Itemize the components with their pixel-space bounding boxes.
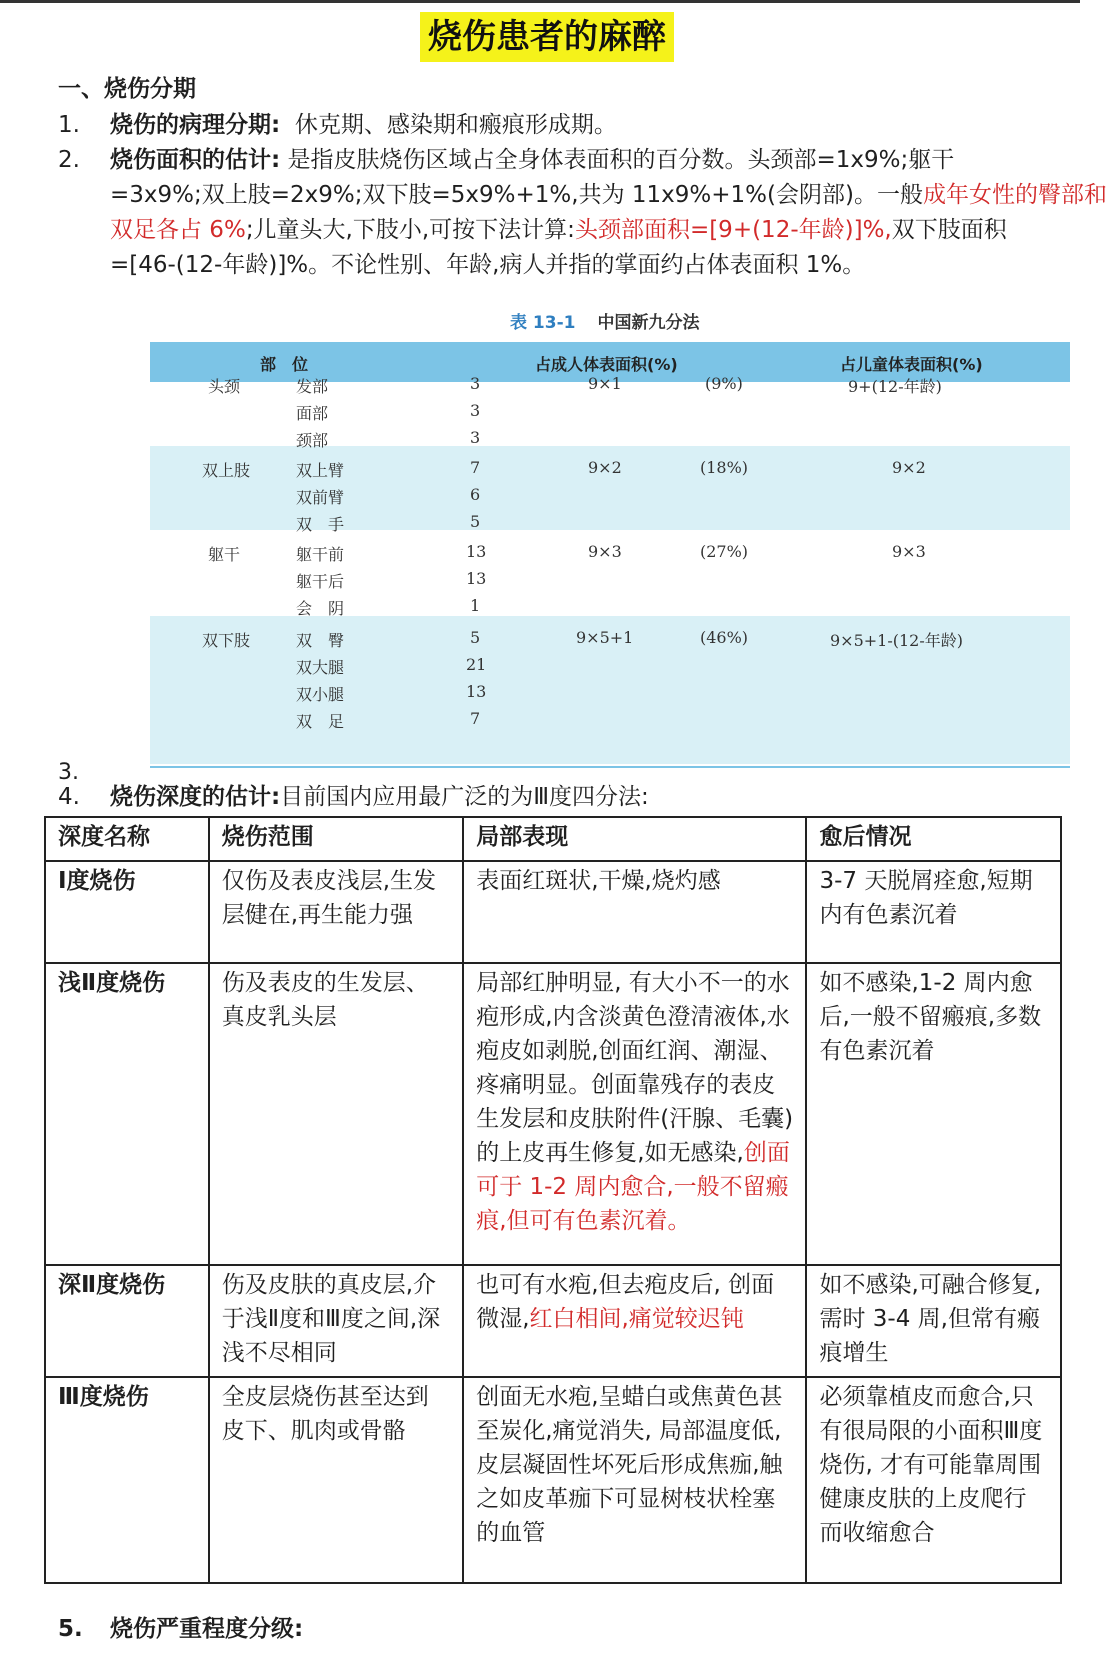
part-value: 1 xyxy=(470,596,481,615)
item-label: 烧伤深度的估计: xyxy=(110,784,281,810)
part-name: 双 臀 xyxy=(296,631,345,650)
section-heading: 一、烧伤分期 xyxy=(58,76,196,102)
prognosis: 如不感染,1-2 周内愈后,一般不留瘢痕,多数有色素沉着 xyxy=(806,963,1061,1265)
adult-formula: 9×2 xyxy=(588,458,622,477)
region-name: 双上肢 xyxy=(202,461,251,480)
item-label: 烧伤面积的估计: xyxy=(110,147,281,173)
adult-percent: (9%) xyxy=(705,374,743,393)
table-caption xyxy=(510,308,699,333)
part-value: 3 xyxy=(470,401,481,420)
nine-rule-table xyxy=(150,342,1070,768)
part-name: 发部 xyxy=(296,377,329,396)
prognosis: 必须靠植皮而愈合,只有很局限的小面积Ⅲ度烧伤, 才有可能靠周围健康皮肤的上皮爬行而收缩愈合 xyxy=(806,1377,1061,1583)
depth-name: Ⅲ度烧伤 xyxy=(45,1377,209,1583)
part-value: 5 xyxy=(470,512,481,531)
table-row xyxy=(45,1377,1061,1583)
page-title: 烧伤患者的麻醉 xyxy=(420,12,674,62)
burn-range: 仅伤及表皮浅层,生发层健在,再生能力强 xyxy=(209,861,464,963)
part-value: 13 xyxy=(466,682,487,701)
top-border xyxy=(0,0,1080,3)
part-name: 双小腿 xyxy=(296,685,345,704)
header-adult: 占成人体表面积(%) xyxy=(535,355,678,374)
burn-range: 伤及表皮的生发层、真皮乳头层 xyxy=(209,963,464,1265)
part-name: 躯干前 xyxy=(296,545,345,564)
item-4 xyxy=(58,780,649,814)
item-text: =3x9%;双上肢=2x9%;双下肢=5x9%+1%,共为 11x9%+1%(会阴部)。一般 xyxy=(110,182,923,208)
region-name: 双下肢 xyxy=(202,631,251,650)
part-name: 颈部 xyxy=(296,431,329,450)
item-text: 是指皮肤烧伤区域占全身体表面积的百分数。头颈部=1x9%;躯干 xyxy=(287,147,955,173)
header-cell: 深度名称 xyxy=(45,817,209,861)
adult-percent: (46%) xyxy=(700,628,749,647)
child-formula: 9×3 xyxy=(892,542,926,561)
adult-formula: 9×5+1 xyxy=(576,628,634,647)
table-header-row xyxy=(45,817,1061,861)
part-name: 面部 xyxy=(296,404,329,423)
header-region: 部 位 xyxy=(260,355,309,374)
table-row xyxy=(45,963,1061,1265)
table-caption-title: 中国新九分法 xyxy=(597,313,700,333)
part-value: 3 xyxy=(470,374,481,393)
adult-formula: 9×3 xyxy=(588,542,622,561)
part-name: 会 阴 xyxy=(296,599,345,618)
local-text-highlight: 创面可于 1-2 周内愈合,一般不留瘢痕,但可有色素沉着。 xyxy=(476,1140,790,1234)
local-signs xyxy=(463,861,806,963)
item-label: 烧伤的病理分期: xyxy=(110,112,281,138)
depth-name: 浅Ⅱ度烧伤 xyxy=(45,963,209,1265)
adult-formula: 9×1 xyxy=(588,374,622,393)
part-value: 7 xyxy=(470,458,481,477)
item-2-line-3 xyxy=(110,213,1007,247)
item-5 xyxy=(58,1612,303,1646)
local-text: 局部红肿明显, 有大小不一的水疱形成,内含淡黄色澄清液体,水疱皮如剥脱,创面红润、潮湿、疼痛明显。创面靠残存的表皮生发层和皮肤附件(汗腺、毛囊)的上皮再生修复,如无感染, xyxy=(476,970,794,1166)
local-text-highlight: 红白相间,痛觉较迟钝 xyxy=(529,1306,744,1332)
item-text: 双下肢面积 xyxy=(891,217,1007,243)
local-text: 表面红斑状,干燥,烧灼感 xyxy=(476,868,721,894)
local-text: 创面无水疱,呈蜡白或焦黄色甚至炭化,痛觉消失, 局部温度低,皮层凝固性坏死后形成焦痂,触之如皮革痂下可显树枝状栓塞的血管 xyxy=(476,1384,783,1546)
item-number: 1. xyxy=(58,112,80,138)
item-number: 4. xyxy=(58,784,80,810)
item-2-line-1 xyxy=(58,143,954,177)
item-text: 休克期、感染期和瘢痕形成期。 xyxy=(294,112,617,138)
prognosis: 3-7 天脱屑痊愈,短期内有色素沉着 xyxy=(806,861,1061,963)
header-cell: 愈后情况 xyxy=(806,817,1061,861)
table-caption-number: 表 13-1 xyxy=(510,313,576,333)
item-text: 目前国内应用最广泛的为Ⅲ度四分法: xyxy=(280,784,649,810)
part-name: 双大腿 xyxy=(296,658,345,677)
part-value: 21 xyxy=(466,655,487,674)
part-value: 3 xyxy=(470,428,481,447)
local-text: 也可有水疱,但去疱皮后, 创面微湿, xyxy=(476,1272,775,1332)
item-number: 5. xyxy=(58,1616,83,1642)
part-name: 双 足 xyxy=(296,712,345,731)
highlight-text: 头颈部面积=[9+(12-年龄)]%, xyxy=(574,217,892,243)
part-value: 5 xyxy=(470,628,481,647)
table-row xyxy=(45,1265,1061,1377)
table-row xyxy=(45,861,1061,963)
child-formula: 9+(12-年龄) xyxy=(848,377,942,396)
adult-percent: (18%) xyxy=(700,458,749,477)
header-child: 占儿童体表面积(%) xyxy=(840,355,983,374)
adult-percent: (27%) xyxy=(700,542,749,561)
item-number: 2. xyxy=(58,147,80,173)
child-formula: 9×5+1-(12-年龄) xyxy=(830,631,964,650)
part-value: 6 xyxy=(470,485,481,504)
item-2-line-4: =[46-(12-年龄)]%。不论性别、年龄,病人并指的掌面约占体表面积 1%。 xyxy=(110,252,866,278)
region-name: 头颈 xyxy=(208,377,241,396)
burn-depth-table xyxy=(44,816,1062,1584)
part-value: 7 xyxy=(470,709,481,728)
item-2-line-2 xyxy=(110,178,1107,212)
burn-range: 伤及皮肤的真皮层,介于浅Ⅱ度和Ⅲ度之间,深浅不尽相同 xyxy=(209,1265,464,1377)
local-signs xyxy=(463,963,806,1265)
depth-name: Ⅰ度烧伤 xyxy=(45,861,209,963)
part-value: 13 xyxy=(466,569,487,588)
item-text: ;儿童头大,下肢小,可按下法计算: xyxy=(245,217,575,243)
item-label: 烧伤严重程度分级: xyxy=(110,1616,304,1642)
local-signs xyxy=(463,1377,806,1583)
highlight-text: 成年女性的臀部和 xyxy=(922,182,1107,208)
local-signs xyxy=(463,1265,806,1377)
prognosis: 如不感染,可融合修复,需时 3-4 周,但常有瘢痕增生 xyxy=(806,1265,1061,1377)
header-cell: 烧伤范围 xyxy=(209,817,464,861)
burn-range: 全皮层烧伤甚至达到皮下、肌肉或骨骼 xyxy=(209,1377,464,1583)
part-name: 双前臂 xyxy=(296,488,345,507)
part-name: 躯干后 xyxy=(296,572,345,591)
region-name: 躯干 xyxy=(208,545,241,564)
part-name: 双 手 xyxy=(296,515,345,534)
part-name: 双上臂 xyxy=(296,461,345,480)
highlight-text: 双足各占 6% xyxy=(110,217,246,243)
child-formula: 9×2 xyxy=(892,458,926,477)
table-bottom-rule xyxy=(150,766,1070,768)
item-3-number: 3. xyxy=(58,760,79,785)
item-1 xyxy=(58,108,617,142)
depth-name: 深Ⅱ度烧伤 xyxy=(45,1265,209,1377)
header-cell: 局部表现 xyxy=(463,817,806,861)
part-value: 13 xyxy=(466,542,487,561)
